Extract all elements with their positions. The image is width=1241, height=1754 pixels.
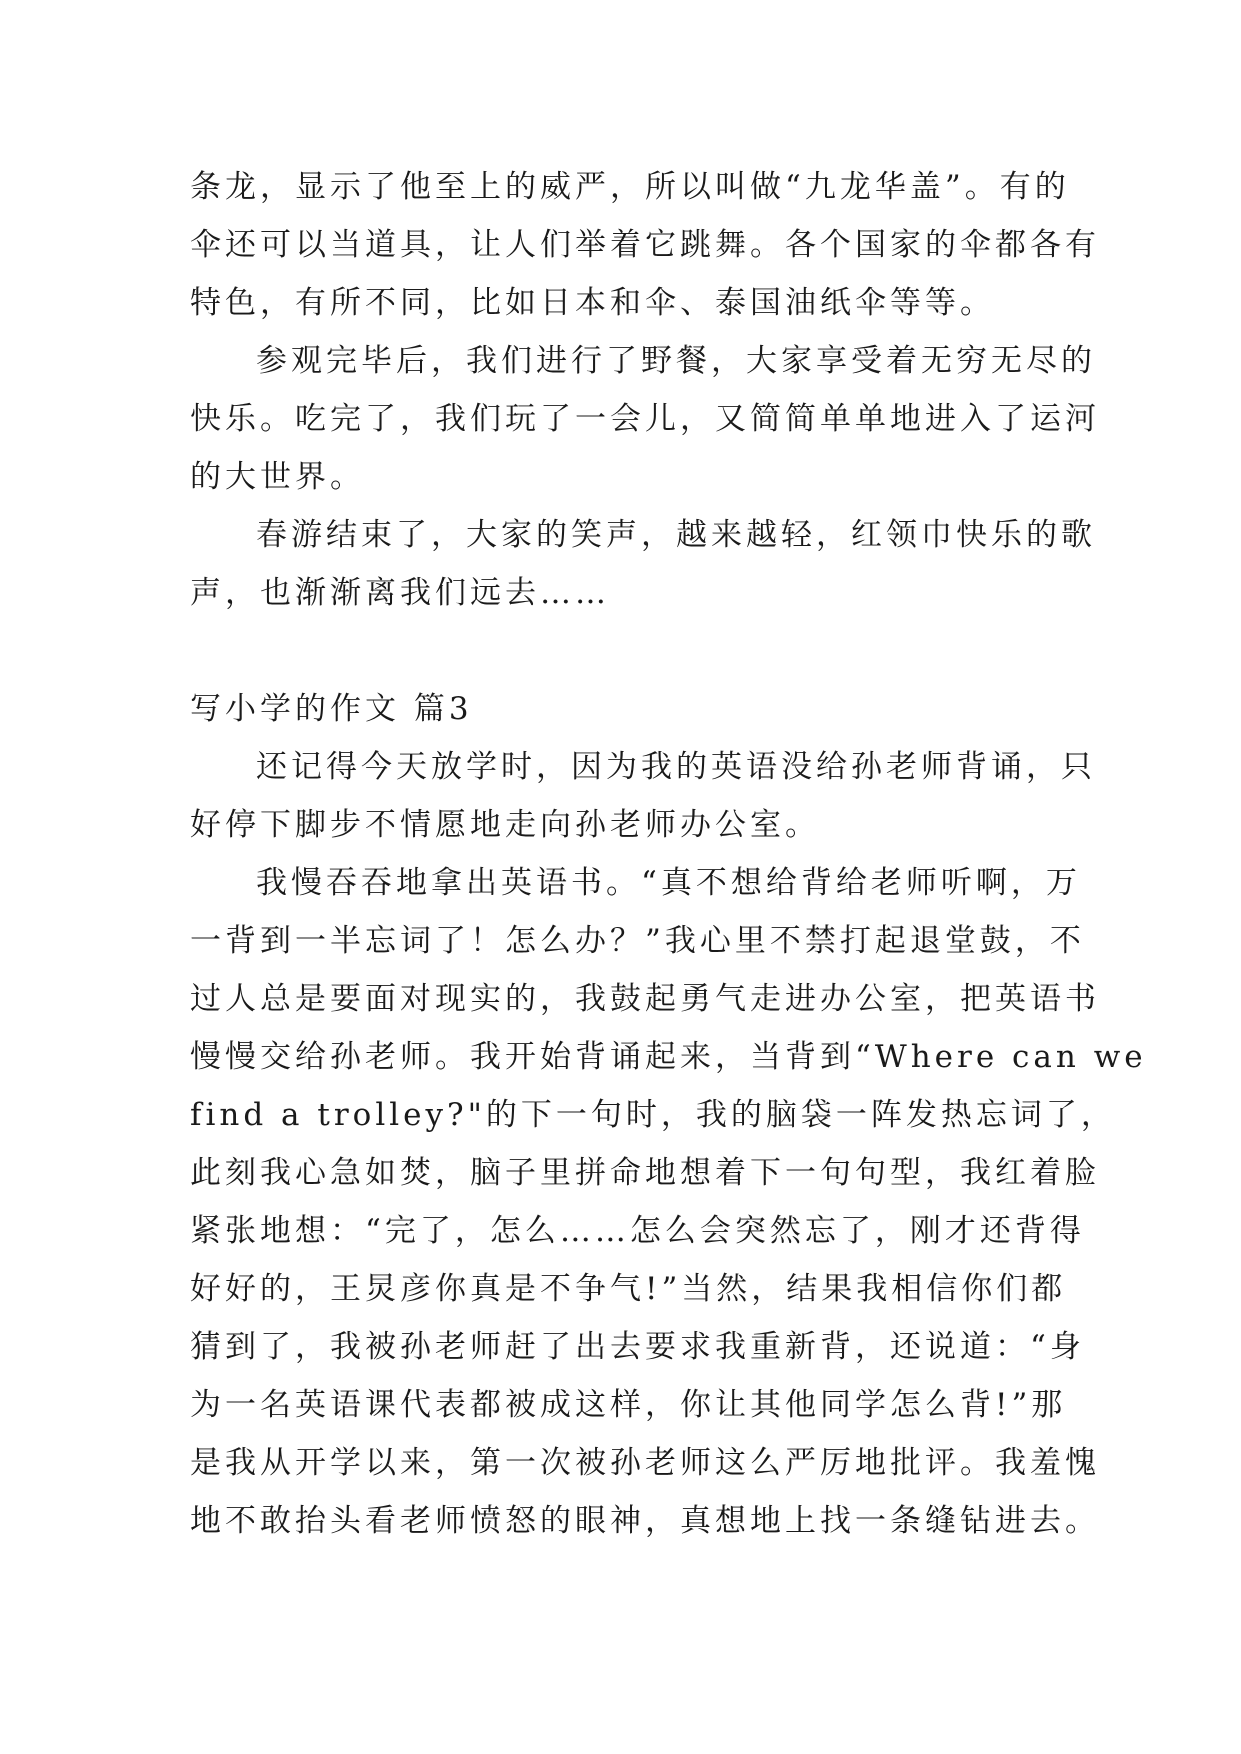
text-line: 声，也渐渐离我们远去…… bbox=[190, 575, 610, 611]
text-line: 过人总是要面对现实的，我鼓起勇气走进办公室，把英语书 bbox=[190, 981, 1100, 1017]
paragraph-ending bbox=[190, 506, 1096, 622]
text-line: 春游结束了，大家的笑声，越来越轻，红领巾快乐的歌 bbox=[256, 517, 1096, 553]
text-line: 伞还可以当道具，让人们举着它跳舞。各个国家的伞都各有 bbox=[190, 227, 1100, 263]
section-heading-block bbox=[190, 680, 1070, 738]
text-line: 快乐。吃完了，我们玩了一会儿，又简简单单地进入了运河 bbox=[190, 401, 1100, 437]
text-line: 是我从开学以来，第一次被孙老师这么严厉地批评。我羞愧 bbox=[190, 1445, 1100, 1481]
text-line: 慢慢交给孙老师。我开始背诵起来，当背到“Where can we bbox=[190, 1039, 1147, 1075]
text-line: 为一名英语课代表都被成这样，你让其他同学怎么背!”那 bbox=[190, 1387, 1067, 1423]
text-line: 还记得今天放学时，因为我的英语没给孙老师背诵，只 bbox=[256, 749, 1096, 785]
paragraph-umbrella bbox=[190, 158, 1100, 332]
text-line: 猜到了，我被孙老师赶了出去要求我重新背，还说道：“身 bbox=[190, 1329, 1085, 1365]
paragraph-recitation bbox=[190, 854, 1147, 1550]
paragraph-picnic bbox=[190, 332, 1100, 506]
text-line: 特色，有所不同，比如日本和伞、泰国油纸伞等等。 bbox=[190, 285, 995, 321]
text-line: 我慢吞吞地拿出英语书。“真不想给背给老师听啊，万 bbox=[256, 865, 1081, 901]
text-line: find a trolley?"的下一句时，我的脑袋一阵发热忘词了， bbox=[190, 1097, 1116, 1133]
text-line: 好停下脚步不情愿地走向孙老师办公室。 bbox=[190, 807, 820, 843]
text-line: 好好的，王炅彦你真是不争气!”当然，结果我相信你们都 bbox=[190, 1271, 1067, 1307]
paragraph-after-school bbox=[190, 738, 1096, 854]
text-line: 紧张地想：“完了，怎么……怎么会突然忘了，刚才还背得 bbox=[190, 1213, 1085, 1249]
text-line: 地不敢抬头看老师愤怒的眼神，真想地上找一条缝钻进去。 bbox=[190, 1503, 1100, 1539]
section-b bbox=[190, 738, 1147, 1550]
text-line: 此刻我心急如焚，脑子里拼命地想着下一句句型，我红着脸 bbox=[190, 1155, 1100, 1191]
section-a bbox=[190, 158, 1100, 622]
text-line: 一背到一半忘词了！怎么办？”我心里不禁打起退堂鼓，不 bbox=[190, 923, 1085, 959]
text-line: 条龙，显示了他至上的威严，所以叫做“九龙华盖”。有的 bbox=[190, 169, 1070, 205]
text-line: 参观完毕后，我们进行了野餐，大家享受着无穷无尽的 bbox=[256, 343, 1096, 379]
text-line: 的大世界。 bbox=[190, 459, 365, 495]
section-heading: 写小学的作文 篇3 bbox=[190, 691, 473, 727]
